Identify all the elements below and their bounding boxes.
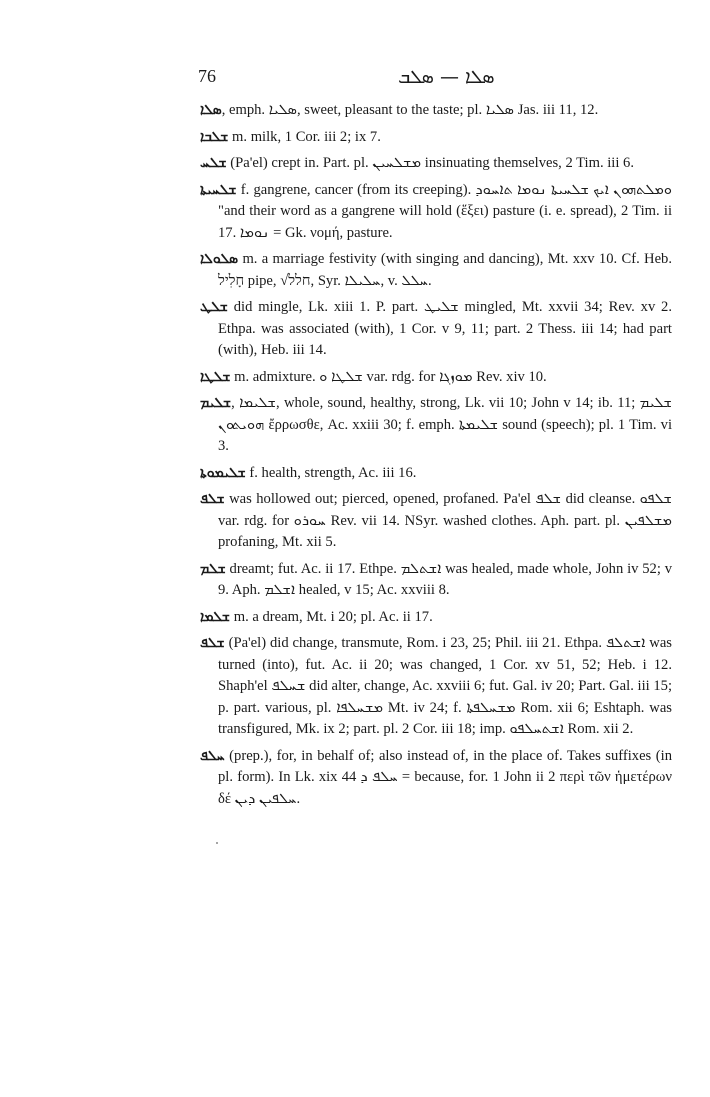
entry-text: m. a marriage festivity (with singing and dancing), Mt. xxv 10. Cf. Heb. חָלִיל pipe, √חלל, Syr. ܚܠܝܠܐ, v. ܚܠܠ. (218, 251, 672, 289)
entry-text: f. health, strength, Ac. iii 16. (245, 464, 417, 481)
dictionary-entry (200, 393, 672, 458)
entry-text: m. milk, 1 Cor. iii 2; ix 7. (228, 128, 381, 145)
entry-text: m. admixture. ܫܠܛܐ ܘ var. rdg. for ܡܘܙܓܐ Rev. xiv 10. (230, 368, 547, 385)
entry-text: m. a dream, Mt. i 20; pl. Ac. ii 17. (230, 608, 433, 625)
dictionary-entry (200, 180, 672, 245)
dictionary-entry (200, 249, 672, 292)
page-header (198, 66, 672, 92)
syriac-headword: ܫܠܚܝܬܐ (200, 181, 237, 198)
entry-text: did mingle, Lk. xiii 1. P. part. ܫܠܝܛ mingled, Mt. xxvii 34; Rev. xv 2. Ethpa. was associated (with), 1 Cor. v 9, 11; part. 2 Thess. iii 14; had part (with), Heb. iii 14. (218, 299, 673, 358)
entry-text: , emph. ܣܠܝܐ, sweet, pleasant to the taste; pl. ܣܠܝܐ Jas. iii 11, 12. (221, 102, 599, 118)
dictionary-entry (200, 559, 672, 602)
syriac-headword: ܫܠܦ (200, 491, 225, 507)
dictionary-entry (200, 489, 672, 554)
syriac-headword: ܫܠܛܐ (200, 368, 231, 385)
syriac-headword: ܣܠܐ (200, 102, 222, 118)
entry-text: (Pa'el) did change, transmute, Rom. i 23, 25; Phil. iii 21. Ethpa. ܐܫܬܠܦ was turned (into), fut. Ac. ii 20; was changed, 1 Cor. xv 51, 52; Heb. i 12. Shaph'el ܫܚܠܦ did alter, change, Ac. xxviii 6; fut. Gal. iv 20; Part. Gal. iii 15; p. part. various, pl. ܡܫܚܠܦܐ Mt. iv 24; f. ܡܫܚܠܦܬܐ Rom. xii 6; Eshtaph. was transfigured, Mk. ix 2; part. pl. 2 Cor. iii 18; imp. ܐܫܬܚܠܦܘ Rom. xii 2. (218, 635, 673, 737)
dictionary-entry (200, 746, 672, 811)
entry-text: was hollowed out; pierced, opened, profaned. Pa'el ܫܠܦ did cleanse. ܫܠܦܘ var. rdg. for ܚܘܪܘ Rev. vii 14. NSyr. washed clothes. Aph. part. pl. ܡܫܠܦܝܢ profaning, Mt. xii 5. (218, 491, 673, 550)
dictionary-entry (200, 367, 672, 389)
stray-mark (216, 842, 218, 844)
syriac-headword: ܚܠܦ (200, 747, 225, 764)
dictionary-entry (200, 463, 672, 485)
dictionary-entry (200, 127, 672, 149)
syriac-headword: ܫܠܛ (200, 299, 228, 315)
entry-text: , ܫܠܝܡܐ, whole, sound, healthy, strong, Lk. vii 10; John v 14; ib. 11; ܫܠܝܡ ܗܘܝܬܘܢ ἔρρωσθε, Ac. xxiii 30; f. emph. ܫܠܝܡܬܐ sound (speech); pl. 1 Tim. vi 3. (218, 395, 673, 454)
syriac-headword: ܫܠܡ (200, 560, 226, 577)
entry-text: (prep.), for, in behalf of; also instead of, in the place of. Takes suffixes (in pl. form). In Lk. xix 44 ܚܠܦ ܕ = because, for. 1 John ii 2 περὶ τῶν ἡμετέρων δέ ܚܠܦܝܢ ܕܝܢ. (218, 747, 672, 807)
page-number: 76 (198, 66, 216, 86)
dictionary-entry (200, 153, 672, 175)
entry-text: f. gangrene, cancer (from its creeping). ܘܡܠܬܗܘܢ ܐܝܟ ܫܠܚܝܬܐ ܢܘܡܐ ܬܐܚܘܕ "and their word as a gangrene will hold (ἕξει) pasture (i. e. spread), 2 Tim. ii 17. ܢܘܡܐ = Gk. νομή, pasture. (218, 181, 672, 241)
syriac-headword: ܫܠܦ (200, 635, 225, 651)
entry-text: dreamt; fut. Ac. ii 17. Ethpe. ܐܫܬܠܡ was healed, made whole, John iv 52; v 9. Aph. ܐܫܠܡ healed, v 15; Ac. xxviii 8. (218, 560, 672, 598)
dictionary-entry (200, 607, 672, 629)
syriac-headword: ܫܠܒܐ (200, 128, 229, 145)
syriac-headword: ܫܠܝܡ (200, 395, 232, 411)
syriac-headword: ܫܠܝܡܘܬܐ (200, 464, 246, 481)
running-head: ܣܠܐ — ܣܠܒ (398, 66, 495, 88)
dictionary-entry (200, 297, 672, 362)
entry-text: (Pa'el) crept in. Part. pl. ܡܫܠܚܝܢ insinuating themselves, 2 Tim. iii 6. (226, 155, 634, 171)
dictionary-entry (200, 633, 672, 741)
syriac-headword: ܫܠܡܐ (200, 608, 231, 625)
syriac-headword: ܫܠܚ (200, 155, 227, 171)
dictionary-entry (200, 100, 672, 122)
entry-list (200, 100, 672, 815)
syriac-headword: ܣܠܘܠܐ (200, 251, 239, 267)
